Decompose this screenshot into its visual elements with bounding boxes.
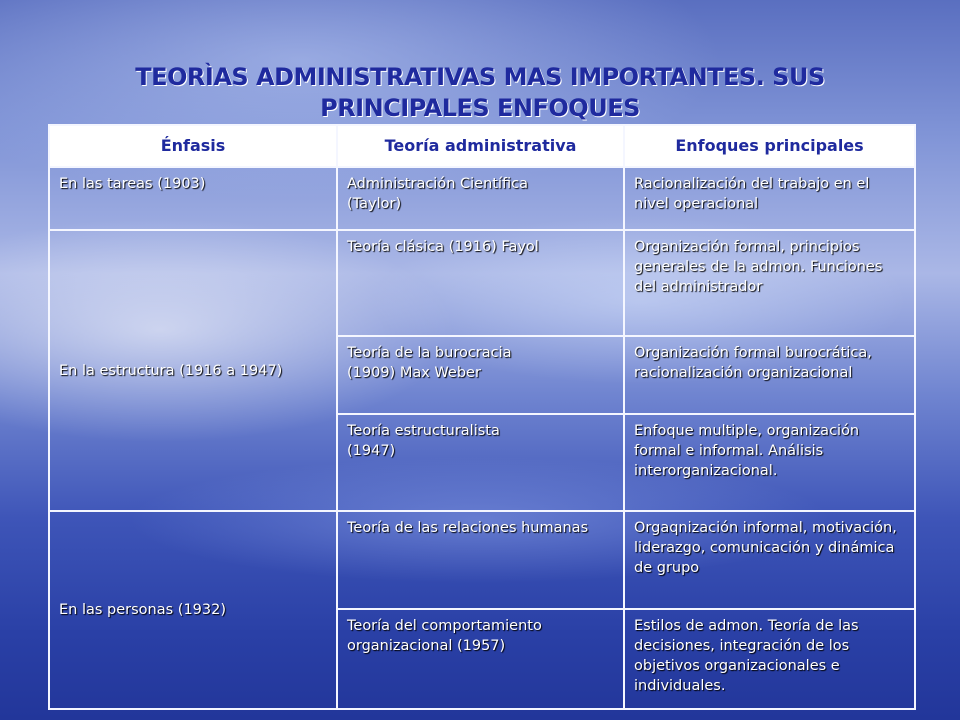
table-row (49, 511, 915, 609)
theory-line: Teoría del comportamiento organizacional (1957) (347, 618, 542, 654)
emphasis-cell: En las personas (1932) (49, 511, 337, 709)
theory-line: (Taylor) (347, 196, 402, 212)
theory-line: Teoría clásica (1916) Fayol (347, 239, 539, 255)
approach-cell: Orgaqnización informal, motivación, liderazgo, comunicación y dinámica de grupo (624, 511, 915, 609)
header-emphasis: Énfasis (49, 125, 337, 167)
approach-cell: Organización formal burocrática, racionalización organizacional (624, 336, 915, 414)
theory-cell (337, 511, 624, 609)
theory-cell (337, 230, 624, 336)
theory-line: Administración Científica (347, 176, 528, 192)
theory-line: (1909) Max Weber (347, 365, 481, 381)
theory-cell (337, 167, 624, 230)
approach-cell: Enfoque multiple, organización formal e informal. Análisis interorganizacional. (624, 414, 915, 511)
header-row (49, 125, 915, 167)
theory-line: Teoría de las relaciones humanas (347, 520, 589, 536)
approach-cell: Racionalización del trabajo en el nivel operacional (624, 167, 915, 230)
emphasis-cell: En la estructura (1916 a 1947) (49, 230, 337, 511)
table-row (49, 230, 915, 336)
emphasis-cell: En las tareas (1903) (49, 167, 337, 230)
header-approach: Enfoques principales (624, 125, 915, 167)
approach-cell: Estilos de admon. Teoría de las decisiones, integración de los objetivos organizacionales e individuales. (624, 609, 915, 709)
theory-cell (337, 414, 624, 511)
theory-line: Teoría de la burocracia (347, 345, 512, 361)
theory-line: (1947) (347, 443, 396, 459)
slide-title (0, 62, 960, 124)
header-theory: Teoría administrativa (337, 125, 624, 167)
theory-cell (337, 336, 624, 414)
approach-cell: Organización formal, principios generales de la admon. Funciones del administrador (624, 230, 915, 336)
theories-table (48, 124, 916, 710)
slide-title-line-2: PRINCIPALES ENFOQUES (320, 94, 640, 123)
slide-title-line-1: TEORÌAS ADMINISTRATIVAS MAS IMPORTANTES. SUS (135, 63, 825, 92)
table-row (49, 167, 915, 230)
theory-cell (337, 609, 624, 709)
theory-line: Teoría estructuralista (347, 423, 500, 439)
